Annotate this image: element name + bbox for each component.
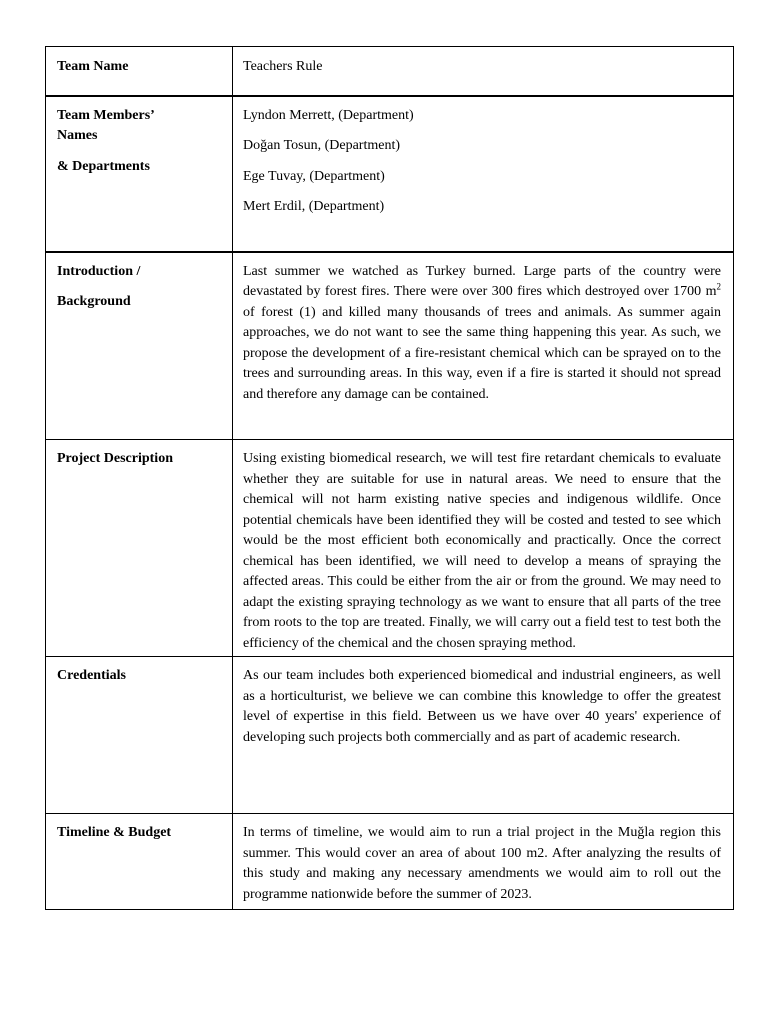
team-members-label-line2: Names — [57, 128, 98, 143]
superscript-two: 2 — [716, 281, 721, 292]
team-members-label — [46, 96, 233, 252]
team-name-row — [46, 47, 734, 96]
project-description-text: Using existing biomedical research, we will test fire retardant chemicals to evaluate whether they are suitable for use in natural areas. We need to ensure that the chemical will not harm existing native species and indigenous wildlife. Once potential chemicals have been identified they will be costed and tested to see which would be the most efficient both economically and practically. Once the correct chemical has been identified, we will need to develop a means of spraying the affected areas. This could be either from the air or from the ground. We may need to adapt the existing spraying technology as we want to ensure that all parts of the tree from roots to the top are treated. Finally, we will carry out a field test to test both the efficiency of the chemical and the chosen spraying method. — [233, 440, 734, 657]
introduction-label-line2: Background — [57, 294, 131, 309]
credentials-label: Credentials — [46, 657, 233, 814]
team-member: Mert Erdil, (Department) — [243, 199, 385, 214]
timeline-budget-label: Timeline & Budget — [46, 814, 233, 910]
credentials-text: As our team includes both experienced biomedical and industrial engineers, as well as a horticulturist, we believe we can combine this knowledge to offer the greatest level of expertise in this field. Between us we have over 40 years' experience of developing such projects both commercially and as part of academic research. — [233, 657, 734, 814]
project-description-label: Project Description — [46, 440, 233, 657]
team-member: Doğan Tosun, (Department) — [243, 138, 401, 153]
introduction-label — [46, 252, 233, 440]
introduction-text-part1: Last summer we watched as Turkey burned. Large parts of the country were devastated by forest fires. There were over 300 fires which destroyed over 1700 m — [243, 263, 721, 299]
team-name-label: Team Name — [46, 47, 233, 96]
timeline-budget-text: In terms of timeline, we would aim to run a trial project in the Muğla region this summer. This would cover an area of about 100 m2. After analyzing the results of this study and making any necessary amendments we would aim to roll out the programme nationwide before the summer of 2023. — [233, 814, 734, 910]
timeline-budget-row — [46, 814, 734, 910]
project-description-row — [46, 440, 734, 657]
team-name-value: Teachers Rule — [233, 47, 734, 96]
introduction-label-line1: Introduction / — [57, 263, 141, 279]
team-members-label-line3: & Departments — [57, 158, 150, 174]
team-members-row — [46, 96, 734, 252]
team-member: Lyndon Merrett, (Department) — [243, 107, 414, 123]
proposal-table — [45, 46, 734, 910]
team-members-list — [233, 96, 734, 252]
introduction-text — [233, 252, 734, 440]
introduction-row — [46, 252, 734, 440]
credentials-row — [46, 657, 734, 814]
introduction-text-part2: of forest (1) and killed many thousands of trees and animals. As summer again approaches, we do not want to see the same thing happening this year. As such, we propose the development of a fire-resistant chemical which can be sprayed on to the trees and surrounding areas. In this way, even if a fire is started it should not spread and therefore any damage can be contained. — [243, 304, 721, 402]
team-member: Ege Tuvay, (Department) — [243, 168, 385, 184]
team-members-label-line1: Team Members’ — [57, 107, 155, 123]
